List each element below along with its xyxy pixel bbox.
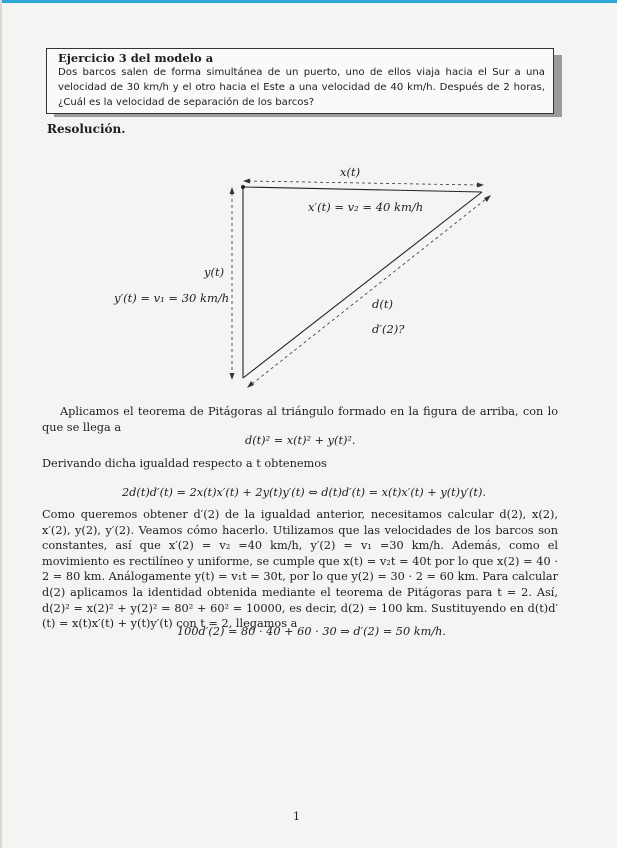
- equation-pitagoras: d(t)² = x(t)² + y(t)².: [245, 434, 356, 447]
- paragraph-calculation: Como queremos obtener d′(2) de la igualdad anterior, necesitamos calcular d(2), x(2), x′(2), y(2), y′(2). Veamos cómo hacerlo. Utilizamos que las velocidades de los barcos son constantes, así que x′(2) = v₂ =40 km/h, y′(2) = v₁ =30 km/h. Además, como el movimiento es rectilíneo y uniforme, se cumple que x(t) = v₂t = 40t por lo que x(2) = 40 · 2 = 80 km. Análogamente y(t) = v₁t = 30t, por lo que y(2) = 30 · 2 = 60 km. Para calcular d(2) aplicamos la identidad obtenida mediante el teorema de Pitágoras para t = 2. Así, d(2)² = x(2)² + y(2)² = 80² + 60² = 10000, es decir, d(2) = 100 km. Sustituyendo en d(t)d′(t) = x(t)x′(t) + y(t)y′(t) con t = 2, llegamos a: [42, 508, 558, 631]
- label-y-prime: y′(t) = v₁ = 30 km/h: [114, 291, 230, 305]
- exercise-title: Ejercicio 3 del modelo a: [58, 51, 214, 65]
- label-d-prime: d′(2)?: [372, 322, 405, 336]
- paragraph-pitagoras: Aplicamos el teorema de Pitágoras al triángulo formado en la figura de arriba, con lo que se llega a: [42, 405, 558, 434]
- d-arrow-head-bottom: [247, 381, 254, 388]
- paragraph-derivando: Derivando dicha igualdad respecto a t obtenemos: [42, 457, 327, 470]
- equation-derivative: 2d(t)d′(t) = 2x(t)x′(t) + 2y(t)y′(t) ⇔ d(t)d′(t) = x(t)x′(t) + y(t)y′(t).: [122, 486, 486, 499]
- x-dashed-arrow: [248, 181, 478, 185]
- x-arrow-head-right: [477, 183, 484, 188]
- port-point: [241, 185, 245, 189]
- label-y: y(t): [204, 265, 225, 279]
- d-dashed-arrow: [252, 199, 486, 384]
- x-arrow-head-left: [243, 179, 250, 184]
- triangle-top-side: [243, 187, 482, 192]
- resolution-heading: Resolución.: [47, 122, 126, 136]
- y-arrow-head-bottom: [230, 373, 235, 380]
- label-x: x(t): [340, 165, 361, 179]
- exercise-statement: Dos barcos salen de forma simultánea de un puerto, uno de ellos viaja hacia el Sur a una velocidad de 30 km/h y el otro hacia el Este a una velocidad de 40 km/h. Después de 2 horas, ¿Cuál es la velocidad de separación de los barcos?: [58, 67, 545, 108]
- triangle-hypotenuse: [243, 192, 482, 378]
- y-arrow-head-top: [230, 187, 235, 194]
- d-arrow-head-top: [484, 195, 491, 202]
- label-x-prime: x′(t) = v₂ = 40 km/h: [308, 200, 424, 214]
- label-d: d(t): [372, 297, 393, 311]
- page-number: 1: [293, 810, 300, 823]
- equation-result: 100d′(2) = 80 · 40 + 60 · 30 ⇒ d′(2) = 50 km/h.: [177, 625, 446, 638]
